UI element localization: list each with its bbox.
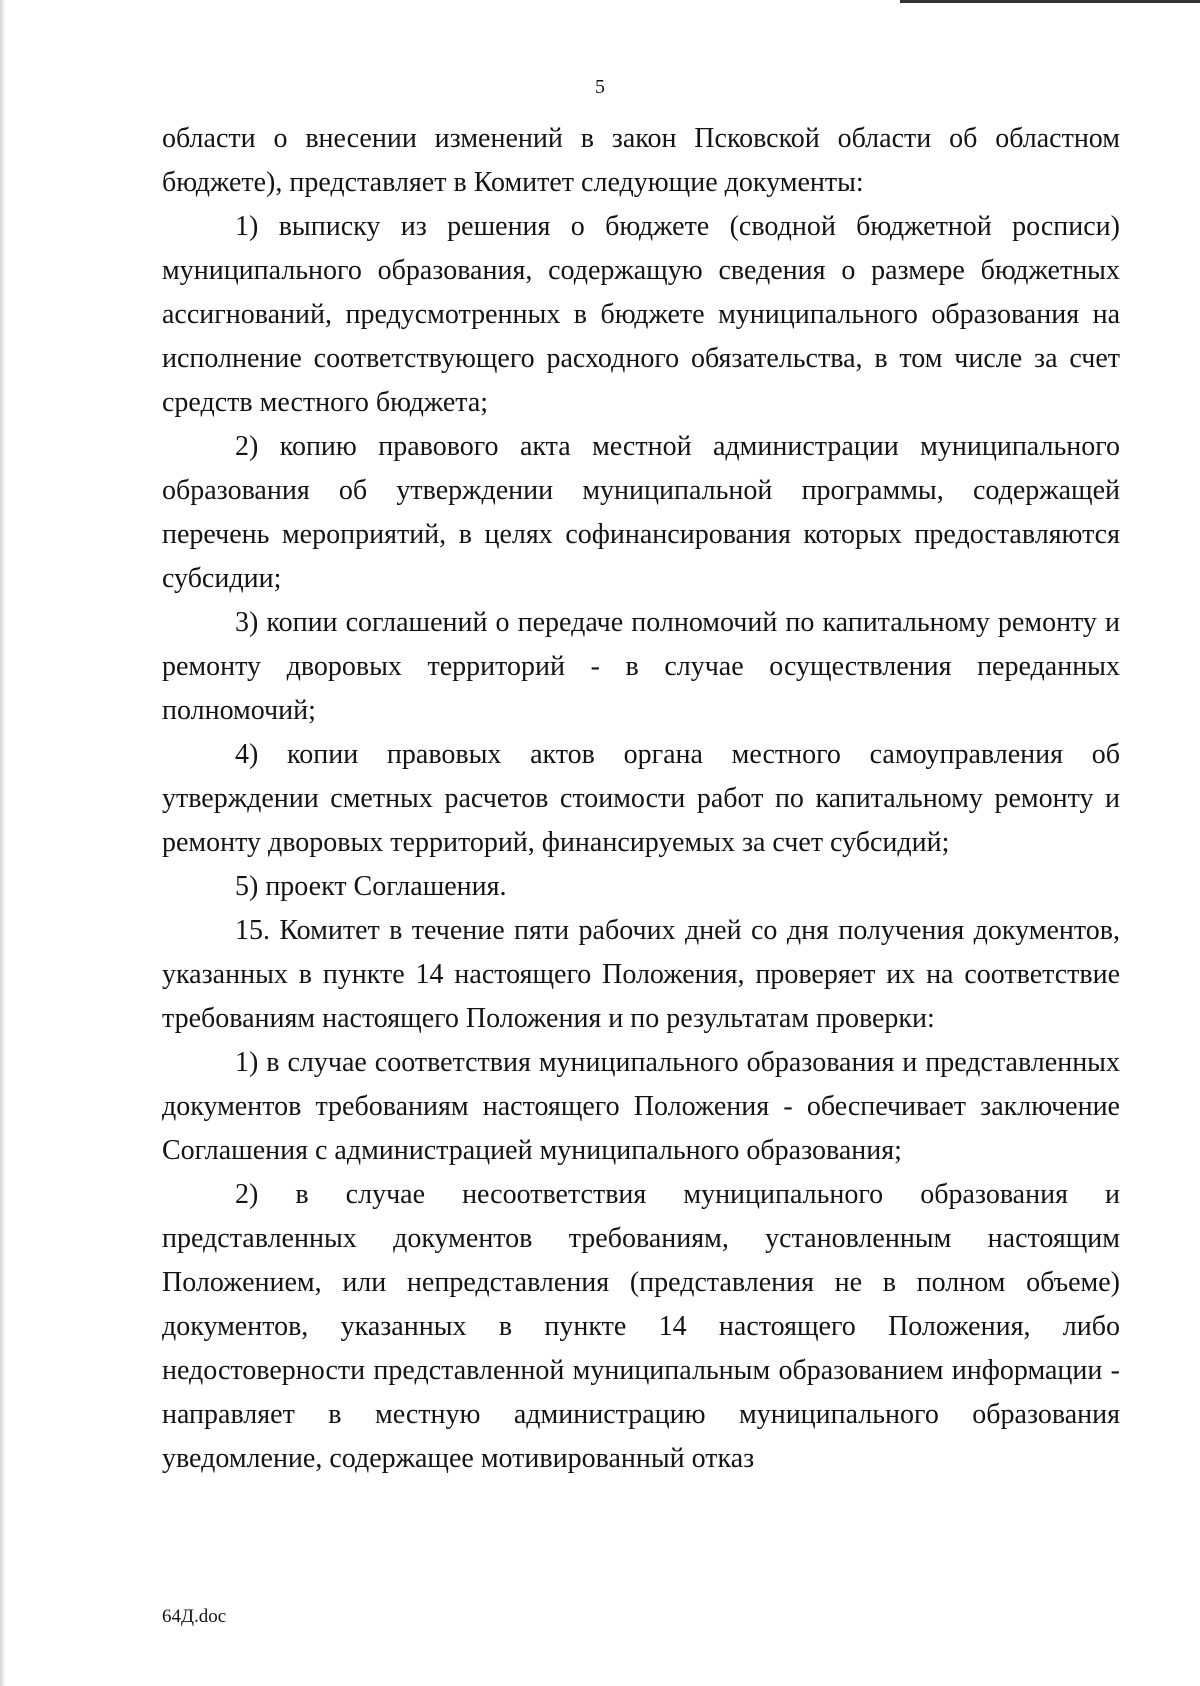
paragraph-7: 1) в случае соответствия муниципального образования и представленных документов требованиям настоящего Положения - обеспечивает заключение Соглашения с администрацией муниципального образования; bbox=[162, 1047, 1120, 1166]
paragraph-6: 15. Комитет в течение пяти рабочих дней со дня получения документов, указанных в пункте 14 настоящего Положения, проверяет их на соответствие требованиям настоящего Положения и по результатам проверки: bbox=[162, 915, 1120, 1034]
scan-edge-left bbox=[0, 0, 6, 1686]
footer-filename: 64Д.doc bbox=[162, 1606, 227, 1627]
document-body bbox=[162, 117, 1120, 1481]
paragraph-1: 1) выписку из решения о бюджете (сводной бюджетной росписи) муниципального образования, содержащую сведения о размере бюджетных ассигнований, предусмотренных в бюджете муниципального образования на исполнение соответствующего расходного обязательства, в том числе за счет средств местного бюджета; bbox=[162, 211, 1120, 418]
paragraph-8: 2) в случае несоответствия муниципального образования и представленных документов требованиям, установленным настоящим Положением, или непредставления (представления не в полном объеме) документов, указанных в пункте 14 настоящего Положения, либо недостоверности представленной муниципальным образованием информации - направляет в местную администрацию муниципального образования уведомление, содержащее мотивированный отказ bbox=[162, 1179, 1120, 1474]
page-number: 5 bbox=[595, 76, 605, 98]
paragraph-3: 3) копии соглашений о передаче полномочий по капитальному ремонту и ремонту дворовых территорий - в случае осуществления переданных полномочий; bbox=[162, 607, 1120, 726]
paragraph-0: области о внесении изменений в закон Псковской области об областном бюджете), представляет в Комитет следующие документы: bbox=[162, 123, 1120, 198]
paragraph-4: 4) копии правовых актов органа местного самоуправления об утверждении сметных расчетов стоимости работ по капитальному ремонту и ремонту дворовых территорий, финансируемых за счет субсидий; bbox=[162, 739, 1120, 858]
paragraph-2: 2) копию правового акта местной администрации муниципального образования об утверждении муниципальной программы, содержащей перечень мероприятий, в целях софинансирования которых предоставляются субсидии; bbox=[162, 431, 1120, 594]
paragraph-5: 5) проект Соглашения. bbox=[235, 871, 507, 902]
scan-edge-top bbox=[900, 0, 1200, 3]
